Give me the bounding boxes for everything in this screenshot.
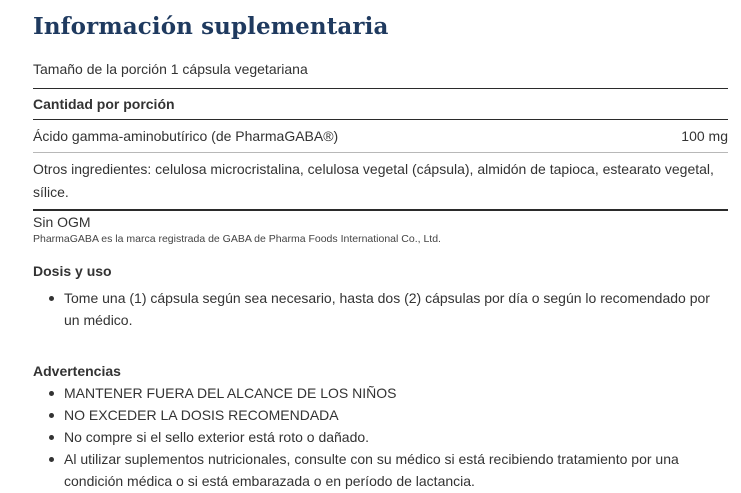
ingredient-amount: 100 mg bbox=[681, 128, 728, 144]
other-ingredients-row bbox=[33, 153, 728, 211]
dosage-heading: Dosis y uso bbox=[33, 263, 112, 279]
dosage-list bbox=[33, 287, 728, 331]
warning-item-text: Al utilizar suplementos nutricionales, consulte con su médico si está recibiendo tratamiento por una condición médica o si está embarazada o en período de lactancia. bbox=[64, 451, 679, 489]
supplement-facts-table bbox=[33, 58, 728, 211]
bullet-icon bbox=[49, 391, 54, 396]
bullet-icon bbox=[49, 413, 54, 418]
warnings-heading: Advertencias bbox=[33, 363, 121, 379]
amount-per-serving-header: Cantidad por porción bbox=[33, 96, 175, 112]
list-item bbox=[33, 404, 728, 426]
serving-size-text: Tamaño de la porción 1 cápsula vegetariana bbox=[33, 61, 308, 77]
dosage-item-text: Tome una (1) cápsula según sea necesario, hasta dos (2) cápsulas por día o según lo recomendado por un médico. bbox=[64, 290, 710, 328]
list-item bbox=[33, 448, 728, 492]
ingredient-name: Ácido gamma-aminobutírico (de PharmaGABA®) bbox=[33, 128, 339, 144]
warnings-list bbox=[33, 382, 728, 492]
ingredient-row bbox=[33, 120, 728, 153]
warning-item-text: No compre si el sello exterior está roto o dañado. bbox=[64, 429, 370, 445]
list-item bbox=[33, 382, 728, 404]
bullet-icon bbox=[49, 296, 54, 301]
warning-item-text: NO EXCEDER LA DOSIS RECOMENDADA bbox=[64, 407, 339, 423]
supplement-info-page bbox=[33, 0, 728, 492]
serving-size-row bbox=[33, 58, 728, 89]
bullet-icon bbox=[49, 457, 54, 462]
other-ingredients-text: Otros ingredientes: celulosa microcristalina, celulosa vegetal (cápsula), almidón de tapioca, estearato vegetal, sílice. bbox=[33, 161, 714, 200]
gmo-statement: Sin OGM bbox=[33, 214, 91, 230]
list-item bbox=[33, 287, 728, 331]
warning-item-text: MANTENER FUERA DEL ALCANCE DE LOS NIÑOS bbox=[64, 385, 397, 401]
trademark-note: PharmaGABA es la marca registrada de GABA de Pharma Foods International Co., Ltd. bbox=[33, 233, 441, 245]
bullet-icon bbox=[49, 435, 54, 440]
amount-per-serving-row bbox=[33, 89, 728, 120]
warnings-section bbox=[33, 361, 728, 492]
list-item bbox=[33, 426, 728, 448]
page-title: Información suplementaria bbox=[33, 13, 389, 40]
